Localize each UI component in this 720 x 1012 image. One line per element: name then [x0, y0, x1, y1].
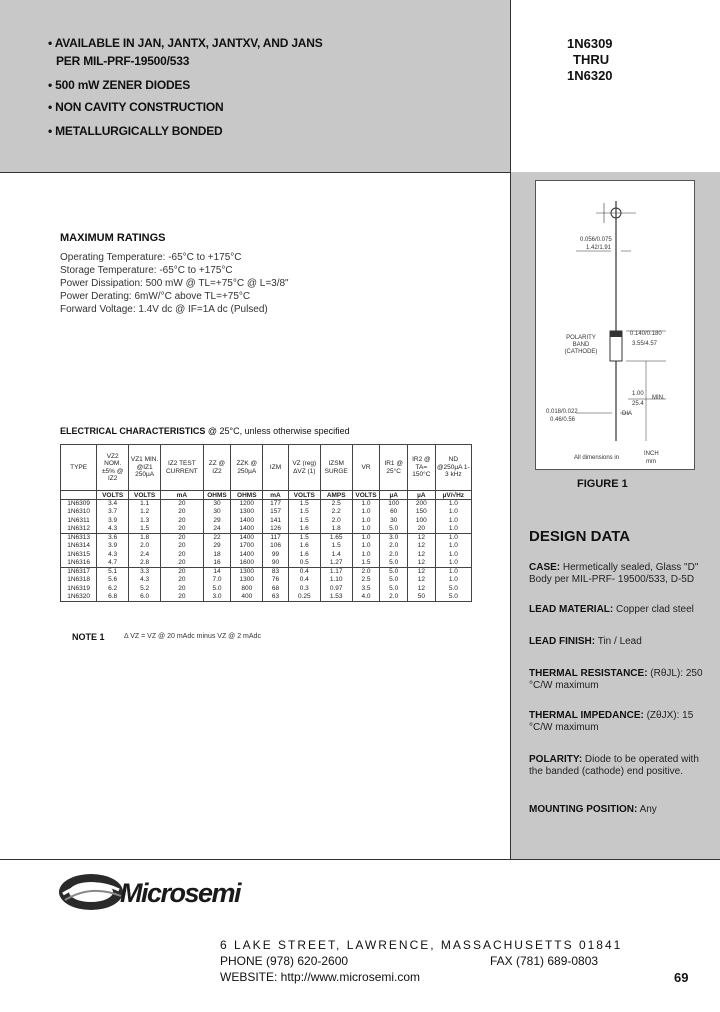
- value-cell: 100: [380, 500, 408, 509]
- value-cell: 20: [161, 568, 204, 577]
- value-cell: 3.3: [129, 568, 161, 577]
- value-cell: 1.0: [435, 508, 471, 517]
- design-data-title: DESIGN DATA: [529, 528, 631, 545]
- value-cell: 90: [263, 559, 289, 568]
- value-cell: 1.5: [288, 500, 320, 509]
- value-cell: 4.0: [352, 593, 380, 602]
- value-cell: 20: [161, 585, 204, 594]
- value-cell: 400: [231, 593, 263, 602]
- value-cell: 1200: [231, 500, 263, 509]
- unit-cell: µV/√Hz: [435, 491, 471, 500]
- part-range-panel: [510, 0, 720, 172]
- table-row: [61, 551, 472, 560]
- header-cell: ND @250µA 1-3 kHz: [435, 445, 471, 491]
- design-mounting-position: MOUNTING POSITION: Any: [529, 804, 657, 815]
- header-cell: ZZ @ IZ2: [203, 445, 231, 491]
- units-note-label: All dimensions in: [574, 455, 620, 461]
- type-cell: 1N6313: [61, 534, 97, 543]
- unit-cell: OHMS: [231, 491, 263, 500]
- value-cell: 1.0: [435, 542, 471, 551]
- value-cell: 60: [380, 508, 408, 517]
- table-row: [61, 508, 472, 517]
- part-start: 1N6309: [567, 36, 613, 51]
- type-cell: 1N6315: [61, 551, 97, 560]
- value-cell: 22: [203, 534, 231, 543]
- value-cell: 800: [231, 585, 263, 594]
- electrical-characteristics-title: ELECTRICAL CHARACTERISTICS @ 25°C, unless otherwise specified: [60, 426, 350, 436]
- value-cell: 1.0: [435, 568, 471, 577]
- value-cell: 1.2: [129, 508, 161, 517]
- value-cell: 24: [203, 525, 231, 534]
- value-cell: 1.0: [352, 500, 380, 509]
- value-cell: 1.8: [320, 525, 352, 534]
- value-cell: 30: [380, 517, 408, 526]
- value-cell: 12: [408, 551, 436, 560]
- value-cell: 4.3: [129, 576, 161, 585]
- unit-cell: µA: [380, 491, 408, 500]
- value-cell: 3.9: [97, 542, 129, 551]
- feature-zener-rating: • 500 mW ZENER DIODES: [48, 78, 191, 92]
- value-cell: 16: [203, 559, 231, 568]
- unit-cell: OHMS: [203, 491, 231, 500]
- table-units-row: [61, 491, 472, 500]
- lead-dia-top-label: 0.056/0.075: [580, 237, 612, 243]
- rating-operating-temp: Operating Temperature: -65°C to +175°C: [60, 252, 242, 263]
- dia-label: DIA: [622, 411, 633, 417]
- value-cell: 0.4: [288, 576, 320, 585]
- rating-forward-voltage: Forward Voltage: 1.4V dc @ IF=1A dc (Pulsed): [60, 304, 268, 315]
- body-dim-mm-label: 3.55/4.57: [632, 341, 658, 347]
- value-cell: 20: [161, 542, 204, 551]
- value-cell: 1.5: [288, 517, 320, 526]
- unit-cell: [61, 491, 97, 500]
- header-cell: VZ1 MIN. @IZ1 250µA: [129, 445, 161, 491]
- phone-line: PHONE (978) 620-2600: [220, 954, 349, 968]
- value-cell: 12: [408, 576, 436, 585]
- value-cell: 1400: [231, 551, 263, 560]
- table-group-2: [61, 534, 472, 568]
- value-cell: 76: [263, 576, 289, 585]
- type-cell: 1N6312: [61, 525, 97, 534]
- value-cell: 1600: [231, 559, 263, 568]
- value-cell: 20: [161, 517, 204, 526]
- table-row: [61, 576, 472, 585]
- value-cell: 0.4: [288, 568, 320, 577]
- lead-dia-top-mm-label: 1.42/1.91: [586, 245, 612, 251]
- type-cell: 1N6319: [61, 585, 97, 594]
- table-row: [61, 525, 472, 534]
- right-column-panel: [510, 172, 720, 859]
- lead-length-mm-label: 25.4: [632, 401, 644, 407]
- value-cell: 20: [161, 551, 204, 560]
- value-cell: 12: [408, 542, 436, 551]
- design-polarity: POLARITY: Diode to be operated with the banded (cathode) end positive.: [529, 754, 699, 777]
- type-cell: 1N6317: [61, 568, 97, 577]
- table-row: [61, 542, 472, 551]
- value-cell: 0.25: [288, 593, 320, 602]
- address-line: 6 LAKE STREET, LAWRENCE, MASSACHUSETTS 01841: [220, 938, 623, 952]
- header-features-panel: [0, 0, 510, 172]
- value-cell: 1.0: [352, 508, 380, 517]
- value-cell: 2.8: [129, 559, 161, 568]
- rating-storage-temp: Storage Temperature: -65°C to +175°C: [60, 265, 233, 276]
- type-cell: 1N6314: [61, 542, 97, 551]
- table-row: [61, 568, 472, 577]
- value-cell: 1.0: [435, 500, 471, 509]
- feature-jan-availability: • AVAILABLE IN JAN, JANTX, JANTXV, AND JANS: [48, 36, 323, 50]
- value-cell: 1300: [231, 508, 263, 517]
- feature-mil-spec: PER MIL-PRF-19500/533: [56, 54, 190, 68]
- header-cell: VR: [352, 445, 380, 491]
- value-cell: 3.4: [97, 500, 129, 509]
- page-number: 69: [674, 970, 689, 985]
- value-cell: 3.6: [97, 534, 129, 543]
- table-row: [61, 559, 472, 568]
- value-cell: 2.5: [352, 576, 380, 585]
- value-cell: 20: [161, 534, 204, 543]
- lead-dia-bottom-mm-label: 0.46/0.56: [550, 417, 576, 423]
- header-cell: ZZK @ 250µA: [231, 445, 263, 491]
- lead-dia-bottom-label: 0.018/0.022: [546, 409, 578, 415]
- value-cell: 1.27: [320, 559, 352, 568]
- value-cell: 2.2: [320, 508, 352, 517]
- unit-cell: VOLTS: [288, 491, 320, 500]
- value-cell: 126: [263, 525, 289, 534]
- value-cell: 7.0: [203, 576, 231, 585]
- table-row: [61, 593, 472, 602]
- footer-divider: [0, 859, 720, 860]
- value-cell: 2.0: [380, 551, 408, 560]
- header-cell: VZ (reg) ΔVZ (1): [288, 445, 320, 491]
- value-cell: 0.3: [288, 585, 320, 594]
- body-dim-label: 0.140/0.180: [630, 331, 662, 337]
- units-inch-label: INCH: [644, 451, 659, 457]
- value-cell: 12: [408, 568, 436, 577]
- value-cell: 2.0: [380, 593, 408, 602]
- value-cell: 20: [161, 525, 204, 534]
- header-cell: VZ2 NOM. ±5% @ IZ2: [97, 445, 129, 491]
- value-cell: 1.5: [288, 534, 320, 543]
- unit-cell: VOLTS: [129, 491, 161, 500]
- value-cell: 1700: [231, 542, 263, 551]
- value-cell: 4.3: [97, 525, 129, 534]
- value-cell: 106: [263, 542, 289, 551]
- type-cell: 1N6316: [61, 559, 97, 568]
- value-cell: 2.0: [129, 542, 161, 551]
- value-cell: 1.8: [129, 534, 161, 543]
- table-group-3: [61, 568, 472, 602]
- value-cell: 1.3: [129, 517, 161, 526]
- value-cell: 1.6: [288, 525, 320, 534]
- feature-construction: • NON CAVITY CONSTRUCTION: [48, 100, 224, 114]
- header-cell: IR2 @ TA= 150°C: [408, 445, 436, 491]
- value-cell: 1.0: [435, 525, 471, 534]
- value-cell: 12: [408, 534, 436, 543]
- lead-length-label: 1.00: [632, 391, 644, 397]
- header-cell: IZSM SURGE: [320, 445, 352, 491]
- value-cell: 3.0: [203, 593, 231, 602]
- value-cell: 5.0: [380, 559, 408, 568]
- table-row: [61, 534, 472, 543]
- value-cell: 99: [263, 551, 289, 560]
- value-cell: 3.0: [380, 534, 408, 543]
- maximum-ratings-title: MAXIMUM RATINGS: [60, 232, 166, 244]
- value-cell: 1.0: [435, 534, 471, 543]
- value-cell: 1.5: [352, 559, 380, 568]
- value-cell: 1400: [231, 525, 263, 534]
- value-cell: 5.0: [380, 568, 408, 577]
- design-lead-material: LEAD MATERIAL: Copper clad steel: [529, 604, 694, 615]
- rating-power-dissipation: Power Dissipation: 500 mW @ TL=+75°C @ L=3/8": [60, 278, 289, 289]
- value-cell: 1.0: [352, 542, 380, 551]
- value-cell: 2.4: [129, 551, 161, 560]
- value-cell: 150: [408, 508, 436, 517]
- unit-cell: mA: [263, 491, 289, 500]
- design-case: CASE: Hermetically sealed, Glass "D" Body per MIL-PRF- 19500/533, D-5D: [529, 562, 699, 585]
- value-cell: 20: [161, 500, 204, 509]
- value-cell: 1.53: [320, 593, 352, 602]
- value-cell: 83: [263, 568, 289, 577]
- unit-cell: mA: [161, 491, 204, 500]
- value-cell: 29: [203, 542, 231, 551]
- value-cell: 30: [203, 508, 231, 517]
- rating-power-derating: Power Derating: 6mW/°C above TL=+75°C: [60, 291, 251, 302]
- value-cell: 1.6: [288, 551, 320, 560]
- value-cell: 1.0: [435, 551, 471, 560]
- value-cell: 1.0: [352, 551, 380, 560]
- note-text: Δ VZ = VZ @ 20 mAdc minus VZ @ 2 mAdc: [124, 633, 261, 640]
- table-row: [61, 500, 472, 509]
- type-cell: 1N6309: [61, 500, 97, 509]
- units-mm-label: mm: [646, 459, 656, 465]
- value-cell: 1.5: [320, 542, 352, 551]
- value-cell: 141: [263, 517, 289, 526]
- figure-caption: FIGURE 1: [577, 478, 628, 490]
- value-cell: 1.10: [320, 576, 352, 585]
- value-cell: 1300: [231, 568, 263, 577]
- value-cell: 200: [408, 500, 436, 509]
- header-cell: IR1 @ 25°C: [380, 445, 408, 491]
- value-cell: 1.0: [435, 517, 471, 526]
- header-cell: IZM: [263, 445, 289, 491]
- value-cell: 3.5: [352, 585, 380, 594]
- value-cell: 2.0: [380, 542, 408, 551]
- logo-wordmark: Microsemi: [120, 878, 241, 908]
- type-cell: 1N6320: [61, 593, 97, 602]
- type-cell: 1N6318: [61, 576, 97, 585]
- value-cell: 4.7: [97, 559, 129, 568]
- unit-cell: VOLTS: [352, 491, 380, 500]
- value-cell: 1.0: [435, 559, 471, 568]
- value-cell: 5.1: [97, 568, 129, 577]
- value-cell: 1.4: [320, 551, 352, 560]
- design-thermal-resistance: THERMAL RESISTANCE: (RθJL): 250 °C/W maximum: [529, 668, 703, 691]
- value-cell: 2.0: [352, 568, 380, 577]
- note-label: NOTE 1: [72, 632, 105, 642]
- value-cell: 68: [263, 585, 289, 594]
- value-cell: 1.17: [320, 568, 352, 577]
- value-cell: 0.5: [288, 559, 320, 568]
- header-cell: IZ2 TEST CURRENT: [161, 445, 204, 491]
- table-row: [61, 585, 472, 594]
- value-cell: 5.0: [380, 525, 408, 534]
- value-cell: 6.0: [129, 593, 161, 602]
- type-cell: 1N6310: [61, 508, 97, 517]
- value-cell: 1.0: [352, 534, 380, 543]
- value-cell: 157: [263, 508, 289, 517]
- electrical-characteristics-table: [60, 444, 472, 602]
- value-cell: 0.97: [320, 585, 352, 594]
- package-outline-figure: [535, 180, 695, 470]
- table-header-row: [61, 445, 472, 491]
- value-cell: 20: [161, 576, 204, 585]
- value-cell: 5.0: [380, 585, 408, 594]
- unit-cell: µA: [408, 491, 436, 500]
- polarity-band-label: POLARITY BAND (CATHODE): [564, 335, 598, 355]
- website-line: WEBSITE: http://www.microsemi.com: [220, 970, 421, 984]
- unit-cell: VOLTS: [97, 491, 129, 500]
- value-cell: 3.7: [97, 508, 129, 517]
- value-cell: 1.65: [320, 534, 352, 543]
- value-cell: 5.0: [435, 585, 471, 594]
- value-cell: 30: [203, 500, 231, 509]
- value-cell: 12: [408, 585, 436, 594]
- type-cell: 1N6311: [61, 517, 97, 526]
- value-cell: 1400: [231, 534, 263, 543]
- table-group-1: [61, 500, 472, 534]
- value-cell: 1.6: [288, 542, 320, 551]
- table-row: [61, 517, 472, 526]
- part-thru: THRU: [573, 52, 610, 67]
- feature-bonding: • METALLURGICALLY BONDED: [48, 124, 223, 138]
- value-cell: 177: [263, 500, 289, 509]
- value-cell: 1.0: [435, 576, 471, 585]
- value-cell: 1.0: [352, 517, 380, 526]
- unit-cell: AMPS: [320, 491, 352, 500]
- design-thermal-impedance: THERMAL IMPEDANCE: (ZθJX): 15 °C/W maximum: [529, 710, 694, 733]
- value-cell: 1.5: [288, 508, 320, 517]
- diode-outline-drawing: [536, 181, 696, 471]
- value-cell: 20: [408, 525, 436, 534]
- value-cell: 5.0: [203, 585, 231, 594]
- value-cell: 2.5: [320, 500, 352, 509]
- value-cell: 1300: [231, 576, 263, 585]
- value-cell: 18: [203, 551, 231, 560]
- value-cell: 1.0: [352, 525, 380, 534]
- value-cell: 50: [408, 593, 436, 602]
- value-cell: 6.2: [97, 585, 129, 594]
- value-cell: 1.5: [129, 525, 161, 534]
- value-cell: 5.0: [435, 593, 471, 602]
- value-cell: 12: [408, 559, 436, 568]
- value-cell: 4.3: [97, 551, 129, 560]
- lead-length-min-label: MIN.: [652, 395, 665, 401]
- value-cell: 20: [161, 593, 204, 602]
- value-cell: 3.9: [97, 517, 129, 526]
- value-cell: 14: [203, 568, 231, 577]
- value-cell: 100: [408, 517, 436, 526]
- value-cell: 20: [161, 559, 204, 568]
- value-cell: 117: [263, 534, 289, 543]
- value-cell: 5.0: [380, 576, 408, 585]
- part-end: 1N6320: [567, 68, 613, 83]
- value-cell: 6.8: [97, 593, 129, 602]
- value-cell: 20: [161, 508, 204, 517]
- header-cell: TYPE: [61, 445, 97, 491]
- value-cell: 1.1: [129, 500, 161, 509]
- design-lead-finish: LEAD FINISH: Tin / Lead: [529, 636, 642, 647]
- value-cell: 29: [203, 517, 231, 526]
- value-cell: 5.6: [97, 576, 129, 585]
- value-cell: 1400: [231, 517, 263, 526]
- value-cell: 2.0: [320, 517, 352, 526]
- value-cell: 63: [263, 593, 289, 602]
- fax-line: FAX (781) 689-0803: [490, 954, 599, 968]
- value-cell: 5.2: [129, 585, 161, 594]
